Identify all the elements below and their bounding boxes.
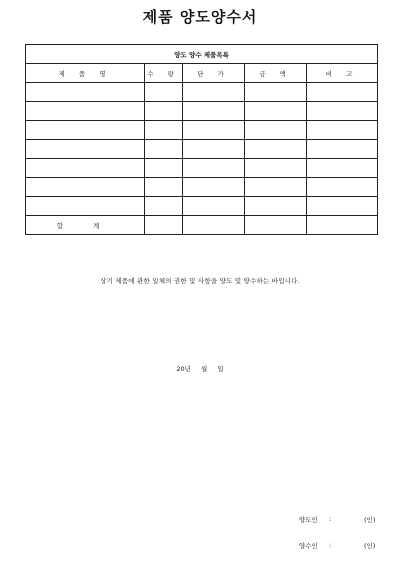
- column-header-unit-price: 단 가: [183, 64, 245, 83]
- unit-price-cell[interactable]: [183, 140, 245, 159]
- amount-cell[interactable]: [245, 178, 307, 197]
- transferee-label: 양수인: [299, 542, 318, 550]
- total-amount-cell[interactable]: [245, 216, 307, 235]
- transferee-colon: :: [329, 541, 332, 549]
- quantity-cell[interactable]: [145, 197, 183, 216]
- document-title: 제품 양도양수서: [142, 8, 258, 26]
- transferor-seal: (인): [364, 516, 376, 524]
- table-row: [26, 140, 378, 159]
- transferor-label: 양도인: [299, 516, 318, 524]
- table-row: [26, 83, 378, 102]
- table-row: [26, 178, 378, 197]
- product-name-cell[interactable]: [26, 83, 145, 102]
- total-quantity-cell[interactable]: [145, 216, 183, 235]
- remarks-cell[interactable]: [307, 83, 378, 102]
- table-row: [26, 197, 378, 216]
- unit-price-cell[interactable]: [183, 159, 245, 178]
- product-list-table: [25, 44, 378, 235]
- column-header-amount: 금 액: [245, 64, 307, 83]
- amount-cell[interactable]: [245, 121, 307, 140]
- amount-cell[interactable]: [245, 197, 307, 216]
- transferor-colon: :: [329, 515, 332, 523]
- table-caption: 양도 양수 제품목록: [26, 45, 378, 64]
- date-year-prefix: 20: [176, 365, 185, 373]
- table-header-row: [26, 64, 378, 83]
- product-name-cell[interactable]: [26, 140, 145, 159]
- table-row: [26, 121, 378, 140]
- total-remarks-cell[interactable]: [307, 216, 378, 235]
- unit-price-cell[interactable]: [183, 83, 245, 102]
- table-row: [26, 102, 378, 121]
- transferee-seal: (인): [364, 542, 376, 550]
- quantity-cell[interactable]: [145, 178, 183, 197]
- remarks-cell[interactable]: [307, 159, 378, 178]
- column-header-remarks: 비 고: [307, 64, 378, 83]
- remarks-cell[interactable]: [307, 102, 378, 121]
- quantity-cell[interactable]: [145, 140, 183, 159]
- quantity-cell[interactable]: [145, 83, 183, 102]
- product-name-cell[interactable]: [26, 178, 145, 197]
- remarks-cell[interactable]: [307, 121, 378, 140]
- remarks-cell[interactable]: [307, 178, 378, 197]
- transfer-statement: 상기 제품에 관한 일체의 권한 및 사항을 양도 및 양수하는 바입니다.: [100, 277, 300, 285]
- table-total-row: [26, 216, 378, 235]
- date-year-label: 년: [184, 365, 191, 373]
- column-header-product-name: 제 품 명: [26, 64, 145, 83]
- date-day-label: 일: [217, 365, 224, 373]
- remarks-cell[interactable]: [307, 197, 378, 216]
- product-name-cell[interactable]: [26, 121, 145, 140]
- amount-cell[interactable]: [245, 83, 307, 102]
- quantity-cell[interactable]: [145, 102, 183, 121]
- unit-price-cell[interactable]: [183, 197, 245, 216]
- product-name-cell[interactable]: [26, 102, 145, 121]
- product-name-cell[interactable]: [26, 159, 145, 178]
- amount-cell[interactable]: [245, 159, 307, 178]
- total-unit-price-cell[interactable]: [183, 216, 245, 235]
- amount-cell[interactable]: [245, 140, 307, 159]
- column-header-quantity: 수 량: [145, 64, 183, 83]
- unit-price-cell[interactable]: [183, 178, 245, 197]
- quantity-cell[interactable]: [145, 159, 183, 178]
- amount-cell[interactable]: [245, 102, 307, 121]
- unit-price-cell[interactable]: [183, 121, 245, 140]
- remarks-cell[interactable]: [307, 140, 378, 159]
- date-month-label: 월: [201, 365, 208, 373]
- unit-price-cell[interactable]: [183, 102, 245, 121]
- table-row: [26, 159, 378, 178]
- product-name-cell[interactable]: [26, 197, 145, 216]
- table-caption-row: [26, 45, 378, 64]
- total-label: 합 계: [26, 216, 145, 235]
- date-line: [0, 364, 400, 373]
- quantity-cell[interactable]: [145, 121, 183, 140]
